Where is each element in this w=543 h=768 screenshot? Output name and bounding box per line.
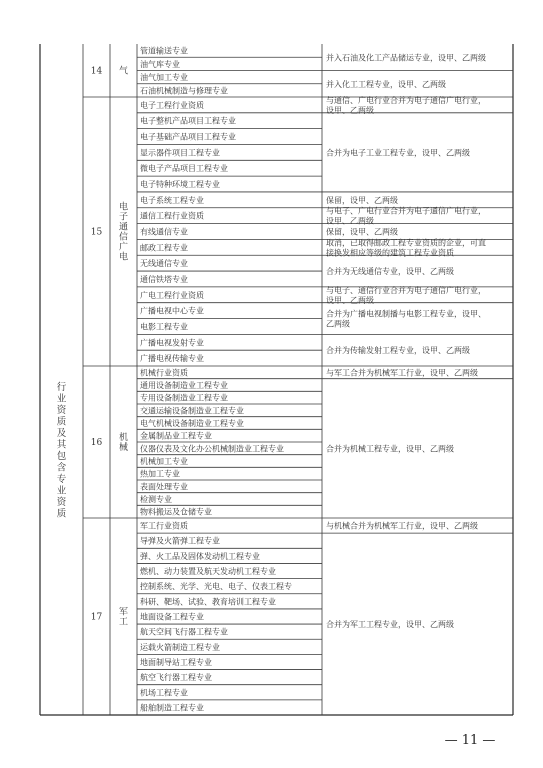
- item-cell: 机械行业资质: [140, 368, 188, 378]
- note-cell: 取消，已取得邮政工程专业资质的企业，可直: [326, 238, 486, 248]
- category-label-char: 资: [56, 496, 67, 508]
- note-cell: 合并为军工工程专业，设甲、乙两级: [326, 620, 454, 630]
- note-cell: 保留，设甲、乙两级: [326, 227, 398, 237]
- category-label-char: 包: [56, 450, 67, 462]
- item-cell: 广电工程行业资质: [140, 290, 204, 300]
- note-cell: 与电子、广电行业合并为电子通信广电行业，: [326, 206, 486, 216]
- section-number: 14: [90, 66, 103, 77]
- note-cell: 并入化工工程专业，设甲、乙两级: [326, 79, 446, 89]
- item-cell: 电子基础产品项目工程专业: [140, 132, 236, 142]
- item-cell: 无线通信专业: [140, 259, 188, 269]
- item-cell: 机场工程专业: [140, 688, 188, 698]
- category-label-char: 业: [56, 485, 67, 497]
- section-name-char: 通: [118, 222, 129, 233]
- item-cell: 航天空间飞行器工程专业: [140, 627, 228, 637]
- item-cell: 交通运输设备制造业工程专业: [140, 406, 244, 416]
- item-cell: 检测专业: [140, 495, 172, 504]
- note-cell: 并入石油及化工产品储运专业，设甲、乙两级: [326, 53, 486, 63]
- item-cell: 管道输送专业: [140, 46, 188, 56]
- section-number: 15: [90, 227, 103, 238]
- note-cell: 与机械合并为机械军工行业，设甲、乙两级: [326, 521, 478, 531]
- item-cell: 科研、靶场、试验、教育培训工程专业: [140, 597, 276, 607]
- item-cell: 电子工程行业资质: [140, 100, 204, 110]
- item-cell: 邮政工程专业: [140, 243, 188, 253]
- item-cell: 电气机械设备制造业工程专业: [140, 419, 244, 428]
- item-cell: 石油机械制造与修理专业: [140, 86, 228, 96]
- page-number: — 11 —: [444, 733, 496, 748]
- category-label-char: 含: [56, 462, 67, 474]
- note-cell: 与军工合并为机械军工行业，设甲、乙两级: [326, 368, 478, 378]
- section-name-char: 广: [118, 242, 129, 253]
- note-cell: 合并为传输发射工程专业，设甲、乙两级: [326, 346, 470, 356]
- section-name-char: 电: [118, 252, 129, 263]
- item-cell: 广播电视传输专业: [140, 354, 204, 364]
- item-cell: 航空飞行器工程专业: [140, 673, 212, 683]
- item-cell: 运载火箭制造工程专业: [140, 642, 220, 652]
- note-cell: 合并为电子工业工程专业，设甲、乙两级: [326, 148, 470, 158]
- category-label-char: 其: [56, 439, 67, 451]
- category-label-char: 行: [56, 381, 67, 393]
- category-label-char: 质: [56, 508, 67, 520]
- item-cell: 通用设备制造业工程专业: [140, 381, 228, 390]
- note-cell: 设甲、乙两级: [326, 105, 374, 115]
- item-cell: 通信铁塔专业: [140, 274, 188, 284]
- note-cell: 合并为无线通信专业，设甲、乙两级: [326, 267, 454, 277]
- section-name-char: 械: [118, 443, 129, 453]
- note-cell: 与电子、通信行业合并为电子通信广电行业，: [326, 285, 486, 295]
- section-name-char: 军: [118, 607, 129, 618]
- section-name-char: 气: [118, 66, 129, 77]
- category-label-char: 专: [56, 473, 67, 485]
- item-cell: 船舶制造工程专业: [140, 703, 204, 713]
- category-label-char: 及: [56, 427, 67, 439]
- note-cell: 设甲、乙两级: [326, 216, 374, 226]
- section-name-char: 机: [118, 433, 129, 443]
- item-cell: 电影工程专业: [140, 322, 188, 332]
- item-cell: 专用设备制造业工程专业: [140, 393, 228, 403]
- item-cell: 机械加工专业: [140, 457, 188, 466]
- item-cell: 仪器仪表及文化办公机械制造业工程专业: [140, 444, 284, 454]
- section-name-char: 电: [118, 202, 129, 213]
- item-cell: 金属制品业工程专业: [140, 431, 212, 441]
- item-cell: 电子整机产品项目工程专业: [140, 116, 236, 126]
- section-name-char: 信: [118, 232, 129, 243]
- item-cell: 弹、火工品及固体发动机工程专业: [140, 551, 260, 561]
- section-name-char: 工: [118, 617, 129, 628]
- item-cell: 军工行业资质: [140, 521, 188, 531]
- item-cell: 表面处理专业: [140, 482, 188, 492]
- category-label-char: 资: [56, 404, 67, 416]
- item-cell: 热加工专业: [140, 469, 180, 479]
- note-cell: 保留，设甲、乙两级: [326, 195, 398, 205]
- item-cell: 广播电视发射专业: [140, 338, 204, 348]
- note-cell: 设甲、乙两级: [326, 295, 374, 305]
- note-cell: 乙两级: [326, 319, 350, 329]
- item-cell: 电子特种环境工程专业: [140, 180, 220, 190]
- item-cell: 油气库专业: [140, 59, 180, 69]
- section-number: 17: [90, 612, 103, 623]
- item-cell: 油气加工专业: [140, 73, 188, 83]
- item-cell: 燃机、动力装置及航天发动机工程专业: [140, 567, 276, 577]
- item-cell: 导弹及火箭弹工程专业: [140, 536, 220, 546]
- item-cell: 控制系统、光学、光电、电子、仪表工程专: [140, 582, 292, 592]
- item-cell: 显示器件项目工程专业: [140, 148, 220, 158]
- item-cell: 微电子产品项目工程专业: [140, 164, 228, 174]
- item-cell: 地面设备工程专业: [140, 612, 204, 622]
- item-cell: 广播电视中心专业: [140, 306, 204, 316]
- note-cell: 与通信、广电行业合并为电子通信广电行业，: [326, 95, 486, 105]
- section-number: 16: [90, 438, 103, 448]
- item-cell: 有线通信专业: [140, 227, 188, 237]
- category-label-char: 业: [56, 393, 67, 405]
- category-label-char: 质: [56, 416, 67, 428]
- item-cell: 电子系统工程专业: [140, 195, 204, 205]
- item-cell: 物料搬运及仓储专业: [140, 507, 212, 517]
- item-cell: 通信工程行业资质: [140, 211, 204, 221]
- note-cell: 接换发相应等级的建筑工程专业资质: [326, 248, 454, 258]
- note-cell: 合并为机械工程专业，设甲、乙两级: [326, 444, 454, 454]
- note-cell: 合并为广播电视制播与电影工程专业，设甲、: [326, 309, 486, 319]
- section-name-char: 子: [118, 212, 129, 223]
- item-cell: 地面制导站工程专业: [140, 657, 212, 667]
